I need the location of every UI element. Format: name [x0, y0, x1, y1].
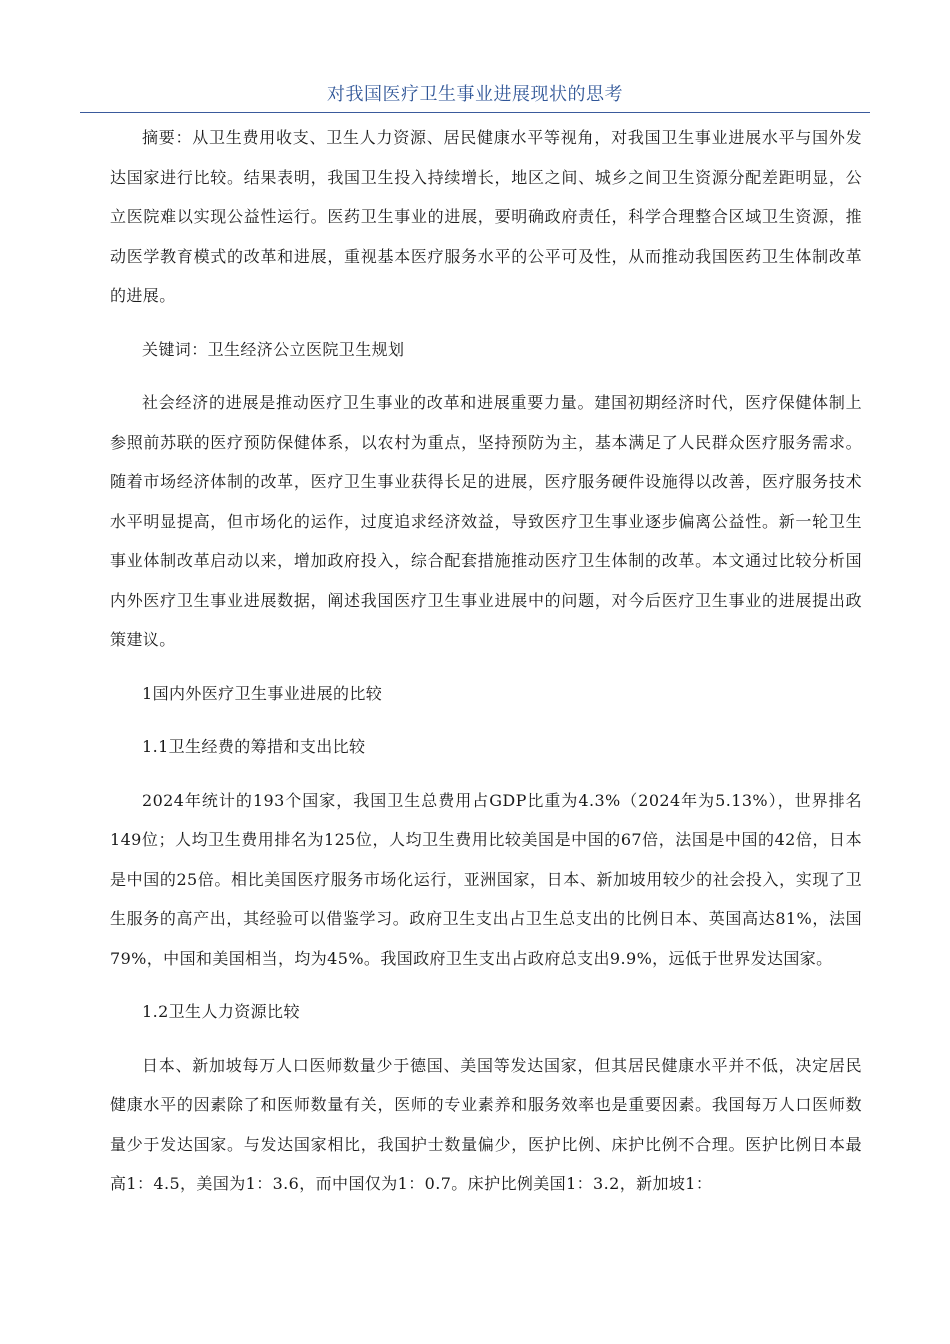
document-title: 对我国医疗卫生事业进展现状的思考: [327, 84, 623, 105]
intro-paragraph: 社会经济的进展是推动医疗卫生事业的改革和进展重要力量。建国初期经济时代，医疗保健体制上参照前苏联的医疗预防保健体系，以农村为重点，坚持预防为主，基本满足了人民群众医疗服务需求。随着市场经济体制的改革，医疗卫生事业获得长足的进展，医疗服务硬件设施得以改善，医疗服务技术水平明显提高，但市场化的运作，过度追求经济效益，导致医疗卫生事业逐步偏离公益性。新一轮卫生事业体制改革启动以来，增加政府投入，综合配套措施推动医疗卫生体制的改革。本文通过比较分析国内外医疗卫生事业进展数据，阐述我国医疗卫生事业进展中的问题，对今后医疗卫生事业的进展提出政策建议。: [110, 393, 862, 649]
section-heading-1-2: 1.2卫生人力资源比较: [142, 1002, 300, 1021]
abstract-paragraph: 摘要：从卫生费用收支、卫生人力资源、居民健康水平等视角，对我国卫生事业进展水平与国外发达国家进行比较。结果表明，我国卫生投入持续增长，地区之间、城乡之间卫生资源分配差距明显，公立医院难以实现公益性运行。医药卫生事业的进展，要明确政府责任，科学合理整合区域卫生资源，推动医学教育模式的改革和进展，重视基本医疗服务水平的公平可及性，从而推动我国医药卫生体制改革的进展。: [110, 128, 862, 305]
paragraph-health-expenditure: 2024年统计的193个国家，我国卫生总费用占GDP比重为4.3%（2024年为5.13%），世界排名149位；人均卫生费用排名为125位，人均卫生费用比较美国是中国的67倍，法国是中国的42倍，日本是中国的25倍。相比美国医疗服务市场化运行，亚洲国家，日本、新加坡用较少的社会投入，实现了卫生服务的高产出，其经验可以借鉴学习。政府卫生支出占卫生总支出的比例日本、英国高达81%，法国79%，中国和美国相当，均为45%。我国政府卫生支出占政府总支出9.9%，远低于世界发达国家。: [110, 790, 862, 968]
section-heading-1-1: 1.1卫生经费的筹措和支出比较: [142, 737, 366, 756]
keywords-paragraph: 关键词：卫生经济公立医院卫生规划: [142, 339, 405, 359]
page-header: [80, 80, 870, 113]
section-heading-1: 1国内外医疗卫生事业进展的比较: [142, 683, 383, 703]
document-body: [110, 118, 862, 1204]
paragraph-human-resources: 日本、新加坡每万人口医师数量少于德国、美国等发达国家，但其居民健康水平并不低，决定居民健康水平的因素除了和医师数量有关，医师的专业素养和服务效率也是重要因素。我国每万人口医师数量少于发达国家。与发达国家相比，我国护士数量偏少，医护比例、床护比例不合理。医护比例日本最高1：4.5，美国为1：3.6，而中国仅为1：0.7。床护比例美国1：3.2，新加坡1：: [110, 1055, 862, 1193]
